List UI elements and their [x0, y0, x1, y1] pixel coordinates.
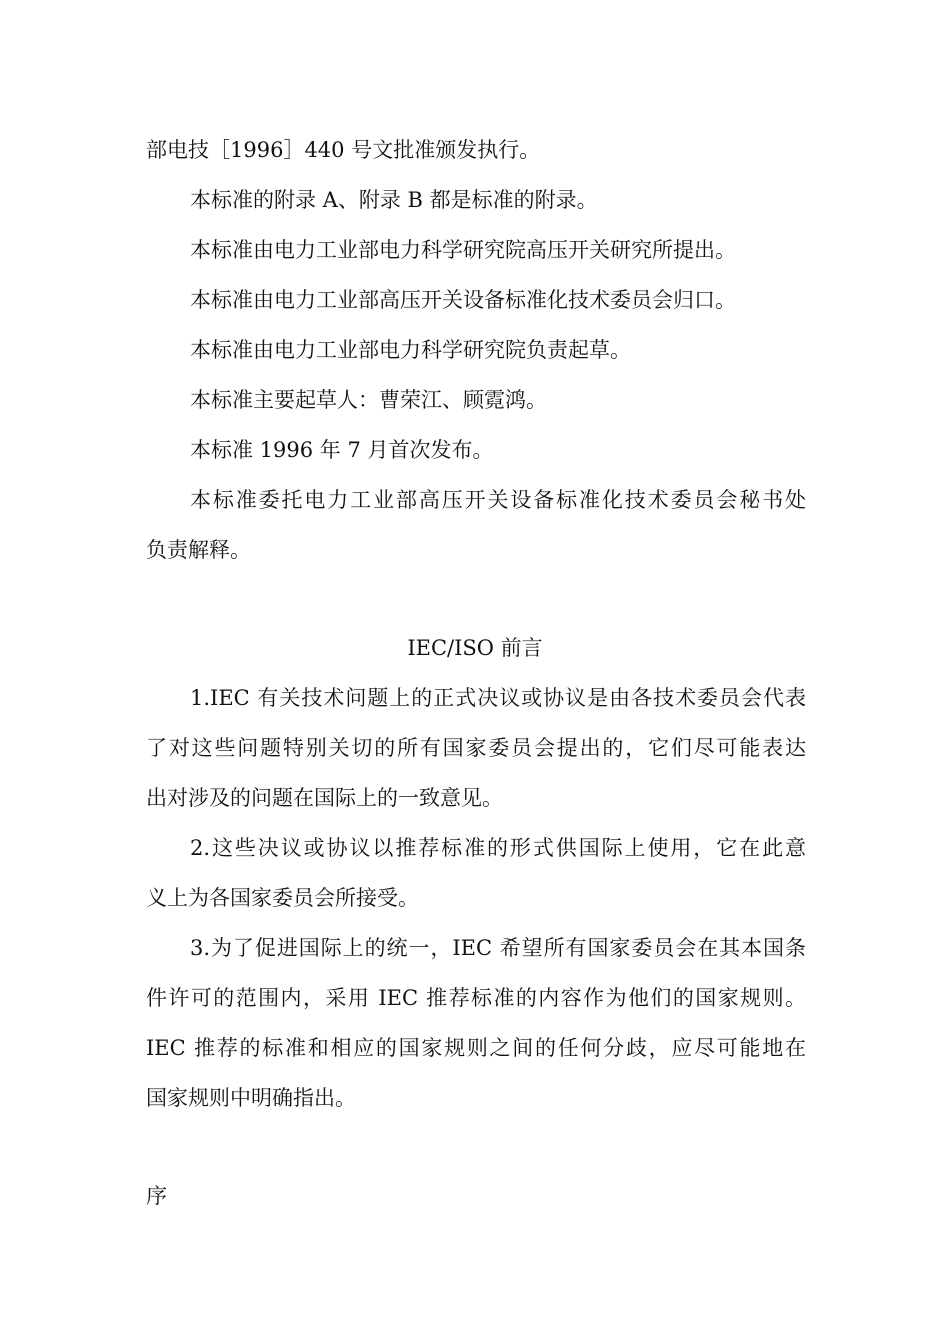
paragraph-line: 本标准由电力工业部高压开关设备标准化技术委员会归口。: [190, 288, 736, 312]
paragraph-line: 本标准由电力工业部电力科学研究院高压开关研究所提出。: [190, 238, 736, 262]
iec-paragraph-line: 件许可的范围内，采用 IEC 推荐标准的内容作为他们的国家规则。: [146, 986, 806, 1010]
iec-paragraph-line: 国家规则中明确指出。: [146, 1086, 356, 1110]
paragraph-line: 本标准的附录 A、附录 B 都是标准的附录。: [190, 188, 598, 212]
iec-foreword-heading: IEC/ISO 前言: [407, 636, 543, 660]
iec-paragraph-line: 出对涉及的问题在国际上的一致意见。: [146, 786, 503, 810]
iec-paragraph-line: 1.IEC 有关技术问题上的正式决议或协议是由各技术委员会代表: [190, 686, 806, 710]
iec-paragraph-line: 2.这些决议或协议以推荐标准的形式供国际上使用，它在此意: [190, 836, 806, 860]
section-heading: 序: [146, 1184, 167, 1208]
paragraph-line: 负责解释。: [146, 538, 251, 562]
iec-paragraph-line: 义上为各国家委员会所接受。: [146, 886, 419, 910]
paragraph-line: 本标准委托电力工业部高压开关设备标准化技术委员会秘书处: [190, 488, 806, 512]
paragraph-line: 本标准 1996 年 7 月首次发布。: [190, 438, 494, 462]
iec-paragraph-line: IEC 推荐的标准和相应的国家规则之间的任何分歧，应尽可能地在: [146, 1036, 806, 1060]
iec-paragraph-line: 了对这些问题特别关切的所有国家委员会提出的，它们尽可能表达: [146, 736, 806, 760]
iec-paragraph-line: 3.为了促进国际上的统一，IEC 希望所有国家委员会在其本国条: [190, 936, 806, 960]
paragraph-line: 本标准主要起草人：曹荣江、顾霓鸿。: [190, 388, 547, 412]
paragraph-line: 部电技［1996］440 号文批准颁发执行。: [146, 138, 541, 162]
paragraph-line: 本标准由电力工业部电力科学研究院负责起草。: [190, 338, 631, 362]
